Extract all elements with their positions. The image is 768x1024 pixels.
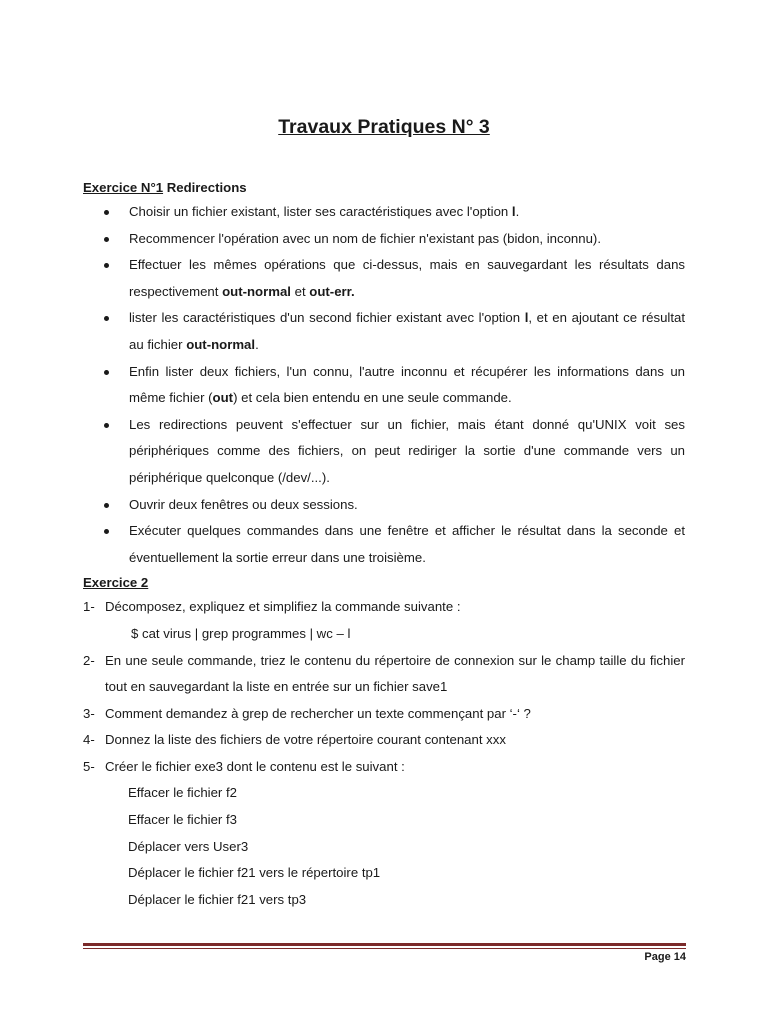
text-run: Enfin lister deux fichiers, l'un connu, l'autre inconnu et récupérer les informations dans un même fichier ( <box>129 363 685 406</box>
item-text: Créer le fichier exe3 dont le contenu est le suivant : <box>105 758 405 774</box>
list-item <box>83 226 685 253</box>
exercise-1-label: Exercice N°1 <box>83 180 164 195</box>
exercise-1-list <box>83 199 685 571</box>
item-text: Comment demandez à grep de rechercher un texte commençant par ‘-‘ ? <box>105 705 531 721</box>
sub-line: Déplacer vers User3 <box>128 838 249 854</box>
bullet-icon <box>104 237 109 242</box>
bold-run: out-err. <box>309 283 355 299</box>
text-run: ) et cela bien entendu en une seule commande. <box>233 390 512 406</box>
exercise-2-label: Exercice 2 <box>83 575 149 591</box>
bullet-icon <box>104 210 109 215</box>
exercise-2-heading <box>83 571 685 594</box>
bullet-icon <box>104 370 109 375</box>
bold-run: out-normal <box>186 336 256 352</box>
text-run: , et en ajoutant ce résultat au fichier <box>129 310 685 352</box>
list-item <box>83 412 685 492</box>
list-item <box>83 754 685 914</box>
bold-run: out <box>212 390 234 406</box>
sub-line: Déplacer le fichier f21 vers le répertoire tp1 <box>128 865 381 881</box>
item-text: Décomposez, expliquez et simplifiez la commande suivante : <box>105 599 461 615</box>
bullet-icon <box>104 316 109 321</box>
bold-run: out-normal <box>222 283 291 299</box>
list-item <box>83 518 685 571</box>
exercise-1-topic: Redirections <box>163 180 247 195</box>
bullet-icon <box>104 423 109 428</box>
bullet-icon <box>104 529 109 534</box>
footer-rule <box>83 943 686 946</box>
exercise-2-list <box>83 594 685 913</box>
footer-rule-thin <box>83 948 686 949</box>
text-run: lister les caractéristiques d'un second fichier existant avec l'option <box>129 310 525 326</box>
text-run: . <box>515 204 520 219</box>
item-text: En une seule commande, triez le contenu du répertoire de connexion sur le champ taille du fichier tout en sauvegardant la liste en entrée sur un fichier save1 <box>105 652 685 695</box>
bold-run: l <box>524 310 529 326</box>
sub-line: Effacer le fichier f2 <box>128 785 237 801</box>
command-line: $ cat virus | grep programmes | wc – l <box>131 625 351 641</box>
text-run: Recommencer l'opération avec un nom de fichier n'existant pas (bidon, inconnu). <box>129 230 601 246</box>
exercise-1-heading <box>83 176 685 199</box>
list-item <box>83 305 685 358</box>
sub-line: Effacer le fichier f3 <box>128 812 237 828</box>
bold-run: l <box>511 204 516 219</box>
item-number: 2- <box>83 652 95 668</box>
text-run: Choisir un fichier existant, lister ses caractéristiques avec l'option <box>129 204 512 219</box>
text-run: Effectuer les mêmes opérations que ci-dessus, mais en sauvegardant les résultats dans respectivement <box>129 257 685 299</box>
text-run: . <box>255 336 259 352</box>
page-title: Travaux Pratiques N° 3 <box>278 116 490 138</box>
text-run: Exécuter quelques commandes dans une fenêtre et afficher le résultat dans la seconde et éventuellement la sortie erreur dans une troisième. <box>129 523 685 565</box>
text-run: Ouvrir deux fenêtres ou deux sessions. <box>129 496 358 512</box>
sub-line: Déplacer le fichier f21 vers tp3 <box>128 891 307 907</box>
list-item <box>83 199 685 226</box>
list-item <box>83 359 685 412</box>
list-item <box>83 492 685 519</box>
item-number: 5- <box>83 758 95 774</box>
list-item <box>83 648 685 701</box>
text-run: et <box>290 283 310 299</box>
bullet-icon <box>104 503 109 508</box>
item-number: 3- <box>83 705 95 721</box>
bullet-icon <box>104 263 109 268</box>
list-item <box>83 594 685 647</box>
list-item <box>83 727 685 754</box>
content <box>83 176 685 913</box>
item-text: Donnez la liste des fichiers de votre répertoire courant contenant xxx <box>105 732 506 748</box>
page-number: Page 14 <box>644 951 686 963</box>
list-item <box>83 701 685 728</box>
item-number: 1- <box>83 599 95 615</box>
text-run: Les redirections peuvent s'effectuer sur un fichier, mais étant donné qu'UNIX voit ses périphériques comme des fichiers, on peut rediriger la sortie d'une commande vers un périphérique quelconque (/dev/...). <box>129 416 685 485</box>
list-item <box>83 252 685 305</box>
item-number: 4- <box>83 732 95 748</box>
